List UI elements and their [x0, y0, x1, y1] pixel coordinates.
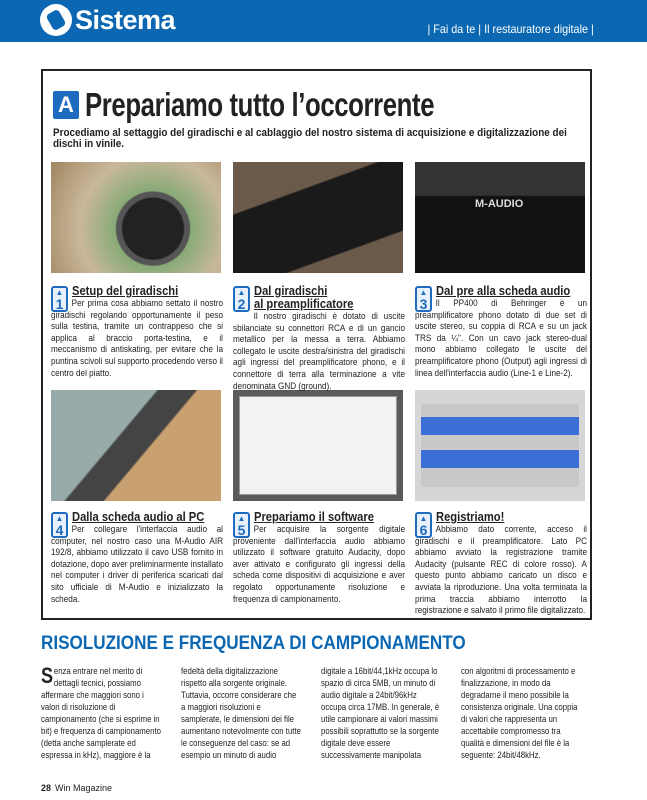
step-6: [415, 510, 587, 628]
step-title: Setup del giradischi: [72, 283, 179, 298]
step-text: Abbiamo dato corrente, acceso il giradischi e il preamplificatore. Lato PC abbiamo avviato la registrazione tramite Audacity (pulsante REC di colore rosso). A questo punto abbiamo caricato un disco e avviata la riproduzione. Una volta terminata la prima traccia abbiamo interrotto la registrazione e salvato il primo file digitalizzato.: [415, 524, 587, 617]
step-number-badge: ▲ 1: [51, 286, 68, 312]
step-3: [415, 284, 587, 402]
photo-audio-interface: [415, 162, 585, 273]
breadcrumb: | Fai da te | Il restauratore digitale |: [427, 22, 594, 36]
step-title: Registriamo!: [436, 509, 505, 524]
brand-logo: [40, 4, 175, 36]
step-title: Prepariamo il software: [254, 509, 374, 524]
step-text: Per prima cosa abbiamo settato il nostro giradischi regolando opportunamente il peso sulla testina, tramite un contrappeso che si applica al braccio porta-testina, e il meccanismo di antiskating, per evitare che la puntina scivoli sul supporto procedendo verso il centro del piatto.: [51, 298, 223, 379]
body-column-1-text: enza entrare nel merito di dettagli tecnici, possiamo affermare che maggiori sono i valori di risoluzione di campionamento (che si esprime in bit) e frequenza di campionamento (detta anche samplerate ed espressa in kHz), maggiore è la: [41, 666, 161, 761]
step-2: [233, 284, 405, 402]
page-number: 28: [41, 783, 52, 793]
photo-preamplifier: [233, 162, 403, 273]
photo-turntable: [51, 162, 221, 273]
steps-box: [41, 69, 592, 620]
header-bar: [0, 0, 647, 42]
wrench-hand-icon: [40, 4, 72, 36]
body-column-3: digitale a 16bit/44,1kHz occupa lo spazio di circa 5MB, un minuto di audio digitale a 24bit/96kHz occupa circa 17MB. In generale, è utile campionare ai valori massimi possibili soprattutto se la sorgente digitale deve essere successivamente manipolata: [321, 666, 440, 761]
body-column-1: [41, 663, 162, 762]
body-column-4: con algoritmi di processamento e finalizzazione, in modo da degradarne il meno possibile la consistenza originale. Una coppia di valori che rappresenta un accettabile compromesso tra qualità e dimensioni del file è la seguente: 24bit/48kHz.: [461, 666, 578, 761]
page-title: Prepariamo tutto l’occorrente: [85, 86, 435, 123]
step-number-badge: ▲ 3: [415, 286, 432, 312]
step-title: Dal pre alla scheda audio: [436, 283, 571, 298]
section-badge: A: [53, 91, 79, 119]
page-footer: [41, 783, 112, 793]
brand-name: Sistema: [75, 4, 176, 35]
step-5: [233, 510, 405, 628]
step-number-badge: ▲ 4: [51, 512, 68, 538]
step-1: [51, 284, 223, 402]
body-column-2: fedeltà della digitalizzazione rispetto alla sorgente originale. Tuttavia, occorre considerare che a maggiori risoluzioni e samplerate, le dimensioni dei file aumentano notevolmente con tutte le conseguenze del caso: se ad esempio un minuto di audio: [181, 666, 301, 761]
screenshot-audacity-preferences: [233, 390, 403, 501]
step-number-badge: ▲ 5: [233, 512, 250, 538]
step-4: [51, 510, 223, 628]
photo-laptop-usb: [51, 390, 221, 501]
step-text: Per collegare l'interfaccia audio al computer, nel nostro caso una M-Audio AIR 192/8, abbiamo utilizzato il cavo USB fornito in dotazione, dopo aver preliminarmente installato nel computer i driver di periferica scaricati dal sito ufficiale di M-Audio e inizializzato la scheda.: [51, 524, 223, 605]
step-text: Il PP400 di Behringer è un preamplificatore phono dotato di due set di uscite stereo, su coppia di RCA e su un jack TRS da ¼". Con un cavo jack stereo-dual mono abbiamo collegato le uscite del preamplificatore phono (Output) agli ingressi di linea dell'interfaccia audio (Line-1 e Line-2).: [415, 298, 587, 379]
drop-cap: S: [41, 663, 54, 688]
screenshot-audacity-recording: [415, 390, 585, 501]
step-text: Il nostro giradischi è dotato di uscite sbilanciate su connettori RCA e di un gancio metallico per la messa a terra. Abbiamo collegato le uscite destra/sinistra del giradischi agli ingressi del preamplificatore phono, e il connettore di terra alla terminazione a vite denominata GND (ground).: [233, 311, 405, 392]
magazine-name: Win Magazine: [55, 783, 113, 793]
section-heading: RISOLUZIONE E FREQUENZA DI CAMPIONAMENTO: [41, 633, 466, 654]
step-title: Dal giradischi al preamplificatore: [254, 283, 354, 311]
step-text: Per acquisire la sorgente digitale proveniente dall'interfaccia audio abbiamo utilizzato il software gratuito Audacity, dopo aver attivato e configurato gli ingressi della scheda come dispositivi di acquisizione e aver regolato opportunamente risoluzione e frequenza di campionamento.: [233, 524, 405, 605]
lead-text: Procediamo al settaggio del giradischi e al cablaggio del nostro sistema di acquisizione e digitalizzazione dei dischi in vinile.: [53, 127, 567, 150]
device-label: M-AUDIO: [475, 198, 524, 210]
step-number-badge: ▲ 2: [233, 286, 250, 312]
step-number-badge: ▲ 6: [415, 512, 432, 538]
step-title: Dalla scheda audio al PC: [72, 509, 205, 524]
